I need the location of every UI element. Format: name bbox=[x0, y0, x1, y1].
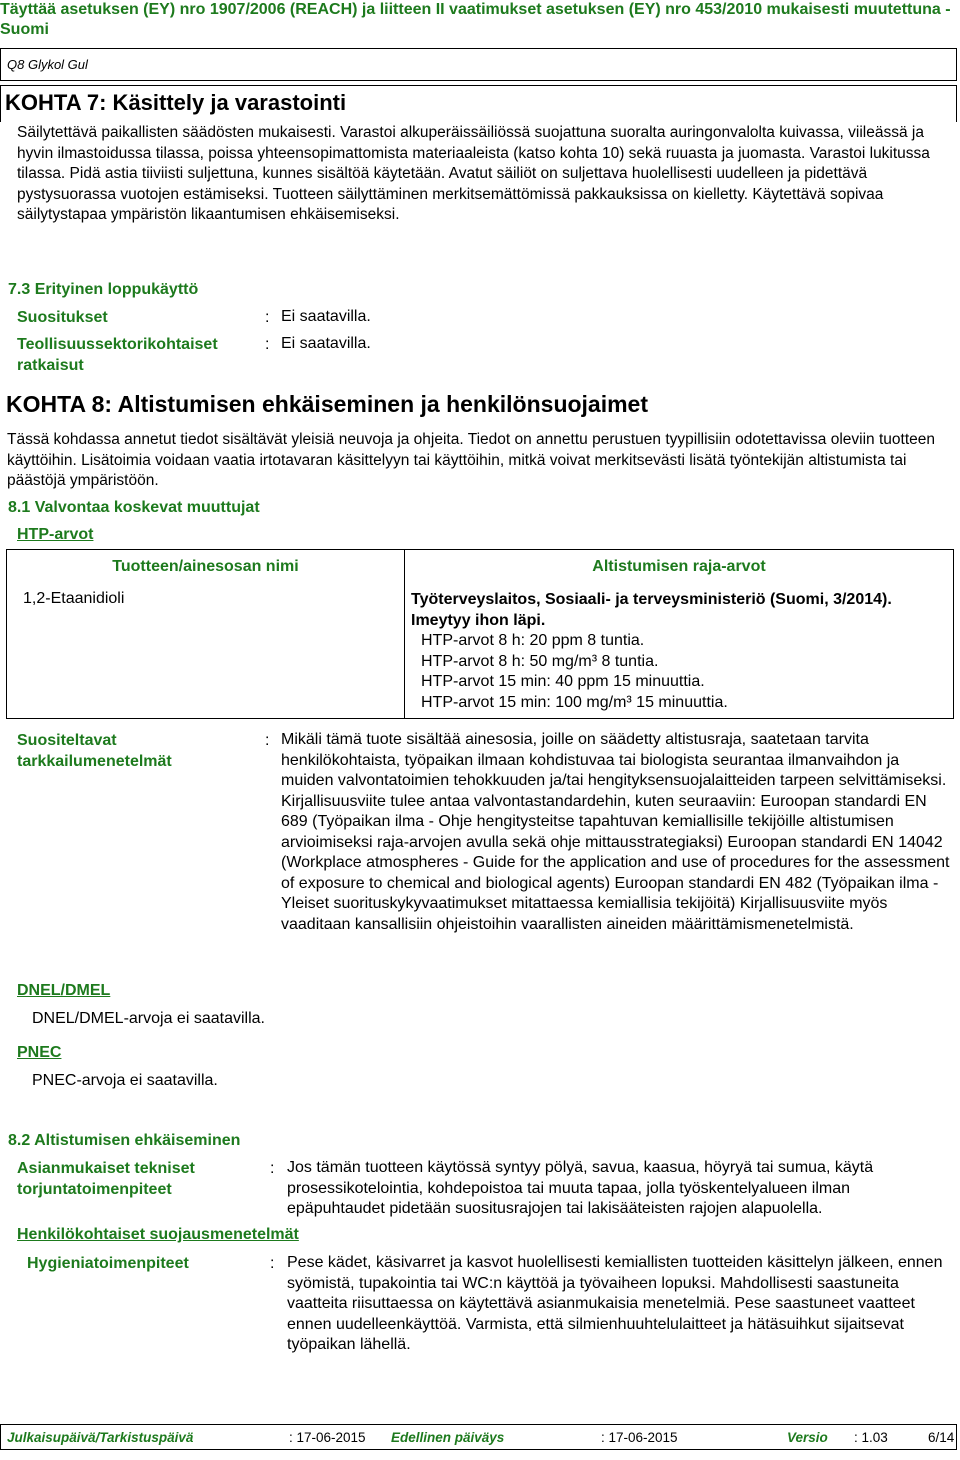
recommendations-label: Suositukset bbox=[17, 309, 108, 326]
page-number: 6/14 bbox=[928, 1430, 955, 1445]
subsection-8-1: 8.1 Valvontaa koskevat muuttujat bbox=[8, 499, 260, 516]
limit-line: HTP-arvot 15 min: 100 mg/m³ 15 minuuttia. bbox=[421, 693, 728, 711]
table-header-limits: Altistumisen raja-arvot bbox=[592, 558, 766, 575]
dnel-label: DNEL/DMEL bbox=[17, 982, 111, 999]
colon: : bbox=[265, 309, 270, 326]
table-limits bbox=[411, 590, 951, 713]
table-substance: 1,2-Etaanidioli bbox=[23, 590, 125, 607]
monitoring-label: Suositeltavat tarkkailumenetelmät bbox=[17, 732, 172, 770]
industry-value: Ei saatavilla. bbox=[281, 335, 371, 352]
table-header-substance: Tuotteen/ainesosan nimi bbox=[112, 558, 299, 575]
section-7-title: KOHTA 7: Käsittely ja varastointi bbox=[5, 90, 347, 115]
htp-label: HTP-arvot bbox=[17, 526, 94, 543]
footer bbox=[0, 1424, 957, 1450]
pnec-label: PNEC bbox=[17, 1044, 62, 1061]
colon: : bbox=[265, 336, 270, 353]
colon: : bbox=[270, 1160, 275, 1177]
pnec-value: PNEC-arvoja ei saatavilla. bbox=[32, 1072, 218, 1089]
previous-date-label: Edellinen päiväys bbox=[391, 1430, 505, 1445]
section-7-header bbox=[0, 85, 957, 122]
storage-text: Säilytettävä paikallisten säädösten mukaisesti. Varastoi alkuperäissäiliössä suojattuna suoralta auringonvalolta kuivassa, viileässä ja hyvin ilmastoidussa tilassa, poissa yhteensopimattomista materiaaleista (katso kohta 10) sekä ruuasta ja juomasta. Varastoi lukitussa tilassa. Pidä astia tiiviisti suljettuna, kunnes sisältöä käytetään. Avatut säiliöt on suljettava huolellisesti uudelleen ja pidettävä pystysuorassa vuotojen estämiseksi. Tuotteen säilyttäminen merkitsemättömissä pakkauksissa on kielletty. Käytettävä sopivaa säilytystapaa ympäristön likaantumisen ehkäisemiseksi. bbox=[17, 124, 930, 223]
limit-line: HTP-arvot 8 h: 20 ppm 8 tuntia. bbox=[421, 632, 645, 649]
hygiene-label: Hygieniatoimenpiteet bbox=[27, 1255, 189, 1272]
industry-label: Teollisuussektorikohtaiset ratkaisut bbox=[17, 336, 218, 374]
colon: : bbox=[265, 732, 270, 749]
section-8-title: KOHTA 8: Altistumisen ehkäiseminen ja henkilönsuojaimet bbox=[6, 391, 649, 417]
version-value: : 1.03 bbox=[854, 1430, 888, 1445]
engineering-text: Jos tämän tuotteen käytössä syntyy pölyä, savua, kaasua, höyryä tai sumua, käytä prosessikotelointia, kohdepoistoa tai muuta tapaa, jolla työskentelyalueen ilman epäpuhtaudet pidetään suositusrajojen tai lakisääteisten rajojen alapuolella. bbox=[287, 1159, 874, 1217]
engineering-label: Asianmukaiset tekniset torjuntatoimenpiteet bbox=[17, 1160, 195, 1198]
recommendations-value: Ei saatavilla. bbox=[281, 308, 371, 325]
subsection-7-3: 7.3 Erityinen loppukäyttö bbox=[8, 281, 199, 298]
previous-date-value: : 17-06-2015 bbox=[601, 1430, 678, 1445]
table-source: Työterveyslaitos, Sosiaali- ja terveysministeriö (Suomi, 3/2014). Imeytyy ihon läpi. bbox=[411, 591, 892, 629]
personal-protection-label: Henkilökohtaiset suojausmenetelmät bbox=[17, 1226, 299, 1243]
subsection-8-2: 8.2 Altistumisen ehkäiseminen bbox=[8, 1132, 241, 1149]
limit-line: HTP-arvot 8 h: 50 mg/m³ 8 tuntia. bbox=[421, 652, 659, 670]
issue-date-label: Julkaisupäivä/Tarkistuspäivä bbox=[7, 1430, 194, 1445]
issue-date-value: : 17-06-2015 bbox=[289, 1430, 366, 1445]
dnel-value: DNEL/DMEL-arvoja ei saatavilla. bbox=[32, 1010, 265, 1027]
exposure-limits-table bbox=[6, 549, 954, 719]
section-8-intro: Tässä kohdassa annetut tiedot sisältävät yleisiä neuvoja ja ohjeita. Tiedot on annettu perustuen tyypillisiin odotettavissa oleviin tuotteen käyttöihin. Lisätoimia voidaan vaatia irtotavaran käsittelyyn tai käyttöihin, mitkä voivat merkitsevästi lisätä työntekijän altistumista tai päästöjä ympäristöön. bbox=[7, 431, 935, 489]
monitoring-text: Mikäli tämä tuote sisältää ainesosia, joille on säädetty altistusraja, saatetaan tarvita henkilökohtaista, työpaikan ilmaan kohdistuvaa tai biologista seurantaa ilmanvaihdon ja muiden valvontatoimien tehokkuuden ja/tai hengityksensuojalaitteiden tarpeen selvittämiseksi. Kirjallisuusviite tulee antaa valvontastandardehin, kuten seuraaviin: Euroopan standardi EN 689 (Työpaikan ilma - Ohje hengitysteitse tapahtuvan kemiallisille tekijöille altistumisen arvioimiseksi raja-arvojen avulla sekä ohje mittausstrategiaksi) Euroopan standardi EN 14042 (Workplace atmospheres - Guide for the application and use of procedures for the assessment of exposure to chemical and biological agents) Euroopan standardi EN 482 (Työpaikan ilma - Yleiset suorituskykyvaatimukset mitattaessa kemiallisia tekijöitä) Kirjallisuusviite myös vaaditaan kansallisiin ohjeistoihin vaarallisten aineiden määrittämismenetelmistä. bbox=[281, 731, 950, 933]
document-header-title: Täyttää asetuksen (EY) nro 1907/2006 (REACH) ja liitteen II vaatimukset asetuksen (EY) nro 453/2010 mukaisesti muutettuna - Suomi bbox=[0, 1, 951, 38]
product-name: Q8 Glykol Gul bbox=[0, 48, 957, 81]
hygiene-text: Pese kädet, käsivarret ja kasvot huolellisesti kemiallisten tuotteiden käsittelyn jälkeen, ennen syömistä, tupakointia tai WC:n käyttöä ja työvaiheen lopuksi. Mahdollisesti saastuneita vaatteita riisuttaessa on käytettävä asianmukaisia menetelmiä. Pese saastuneet vaatteet ennen uudelleenkäyttöä. Varmista, että silmienhuuhtelulaitteet ja hätäsuihkut sijaitsevat työpaikan lähellä. bbox=[287, 1254, 943, 1353]
colon: : bbox=[270, 1255, 275, 1272]
limit-line: HTP-arvot 15 min: 40 ppm 15 minuuttia. bbox=[421, 673, 705, 690]
version-label: Versio bbox=[787, 1430, 828, 1445]
